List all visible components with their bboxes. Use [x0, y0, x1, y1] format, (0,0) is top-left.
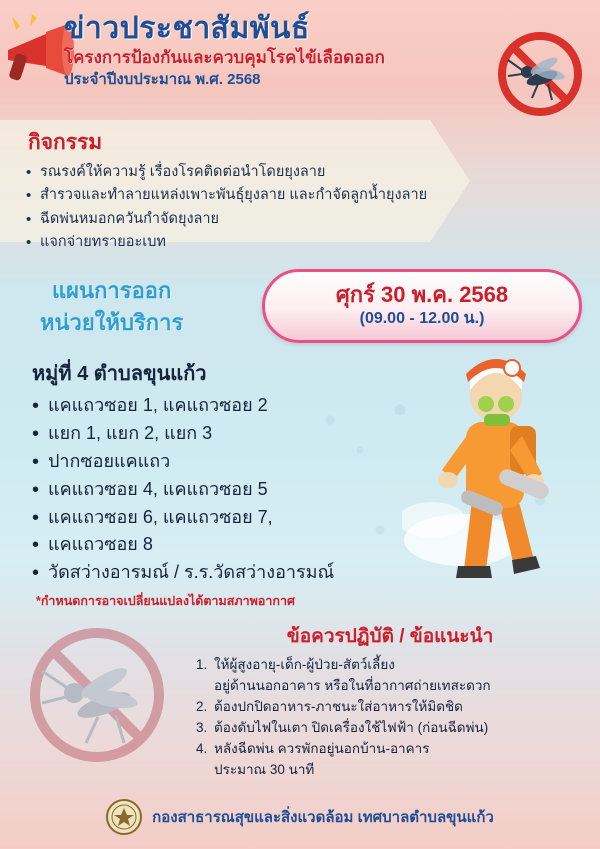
list-item: • สำรวจและทำลายแหล่งเพาะพันธุ์ยุงลาย และกำจัดลูกน้ำยุงลาย [26, 184, 590, 207]
plan-label-line2: หน่วยให้บริการ [40, 309, 184, 335]
no-mosquito-icon [482, 26, 594, 122]
list-item [196, 655, 584, 697]
page-title: ข่าวประชาสัมพันธ์ [64, 12, 310, 45]
activities-list [26, 161, 590, 255]
activities-heading: กิจกรรม [28, 131, 103, 154]
list-item: • แยก 1, แยก 2, แยก 3 [32, 420, 600, 448]
list-item: • แคแถวซอย 4, แคแถวซอย 5 [32, 476, 600, 504]
schedule-note: *กำหนดการอาจเปลี่ยนแปลงได้ตามสภาพอากาศ [36, 594, 295, 609]
advice-line-4: หลังฉีดพ่น ควรพักอยู่นอกบ้าน-อาคาร [214, 740, 430, 756]
page-subtitle: โครงการป้องกันและควบคุมโรคไข้เลือดออก [64, 47, 385, 67]
list-item: • ฉีดพ่นหมอกควันกำจัดยุงลาย [26, 208, 590, 231]
list-item [196, 718, 584, 739]
time-text: (09.00 - 12.00 น.) [359, 309, 485, 327]
page-year: ประจำปีงบประมาณ พ.ศ. 2568 [64, 70, 261, 88]
advice-line-2: ต้องปกปิดอาหาร-ภาชนะใส่อาหารให้มิดชิด [214, 699, 463, 715]
advice-list [196, 655, 584, 781]
footer-text: กองสาธารณสุขและสิ่งแวดล้อม เทศบาลตำบลขุนแก้ว [152, 809, 494, 826]
poster-footer [0, 799, 600, 835]
government-seal-icon [106, 799, 142, 835]
list-item: • แจกจ่ายทรายอะเบท [26, 231, 590, 254]
list-item: • แคแถวซอย 6, แคแถวซอย 7, [32, 504, 600, 532]
no-mosquito-watermark-icon [12, 613, 182, 778]
advice-line-1: ให้ผู้สูงอายุ-เด็ก-ผู้ป่วย-สัตว์เลี้ยง [214, 657, 395, 673]
advice-line-4b: ประมาณ 30 นาที [214, 761, 315, 777]
plan-label-line1: แผนการออก [51, 277, 172, 303]
date-text: ศุกร์ 30 พ.ค. 2568 [335, 281, 509, 307]
list-item [196, 697, 584, 718]
fogging-worker-illustration [402, 330, 582, 600]
list-item: • ปากซอยแคแถว [32, 448, 600, 476]
advice-line-3: ต้องดับไฟในเตา ปิดเครื่องใช้ไฟฟ้า (ก่อนฉีดพ่น) [214, 719, 489, 735]
poster-header [0, 0, 600, 118]
list-item [196, 739, 584, 781]
list-item: • แคแถวซอย 1, แคแถวซอย 2 [32, 392, 600, 420]
advice-line-1b: อยู่ด้านนอกอาคาร หรือในที่อากาศถ่ายเทสะดวก [214, 678, 491, 694]
area-heading: หมู่ที่ 4 ตำบลขุนแก้ว [32, 362, 207, 385]
list-item: • วัดสว่างอารมณ์ / ร.ร.วัดสว่างอารมณ์ [32, 559, 600, 587]
advice-heading: ข้อควรปฏิบัติ / ข้อแนะนำ [286, 626, 494, 648]
title-block [64, 12, 385, 91]
list-item-continued: • แคแถวซอย 8 [32, 531, 600, 559]
plan-label [40, 275, 183, 339]
activities-section [0, 120, 600, 265]
list-item: • รณรงค์ให้ความรู้ เรื่องโรคติดต่อนำโดยยุงลาย [26, 161, 590, 184]
advice-section [0, 621, 600, 781]
